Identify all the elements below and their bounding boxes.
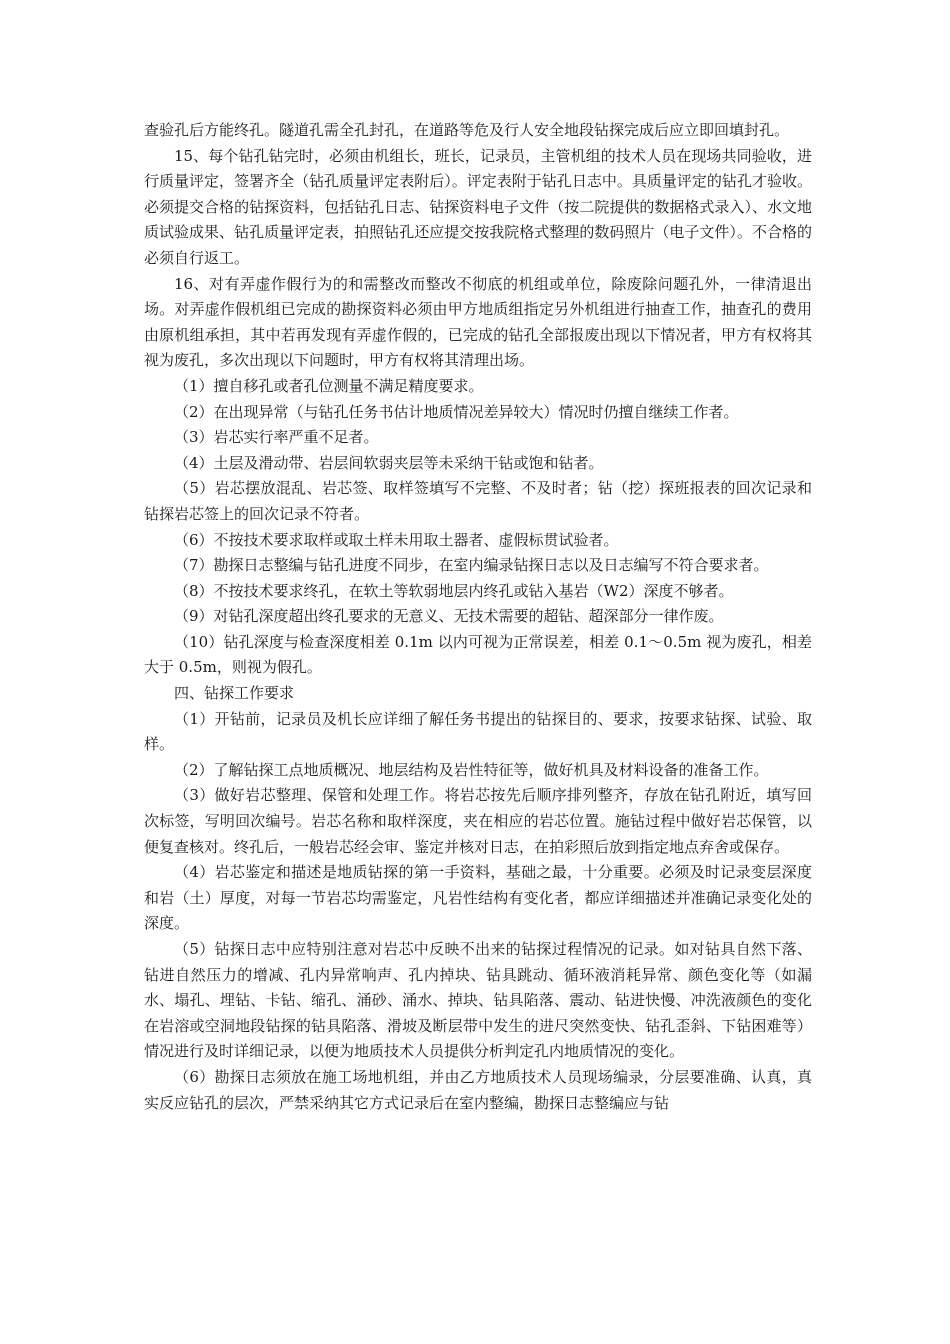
paragraph-item-15: 15、每个钻孔钻完时，必须由机组长，班长，记录员，主管机组的技术人员在现场共同验收，进行质量评定，签署齐全（钻孔质量评定表附后）。评定表附于钻孔日志中。具质量评定的钻孔才验收。必须提交合格的钻探资料，包括钻孔日志、钻探资料电子文件（按二院提供的数据格式录入）、水文地质试验成果、钻孔质量评定表，拍照钻孔还应提交按我院格式整理的数码照片（电子文件）。不合格的必须自行返工。 bbox=[144, 146, 812, 267]
requirement-item-1: （1）开钻前，记录员及机长应详细了解任务书提出的钻探目的、要求，按要求钻探、试验、取样。 bbox=[144, 709, 812, 754]
requirement-item-3: （3）做好岩芯整理、保管和处理工作。将岩芯按先后顺序排列整齐，存放在钻孔附近，填写回次标签，写明回次编号。岩芯名称和取样深度，夹在相应的岩芯位置。施钻过程中做好岩芯保管，以便复查核对。终孔后，一般岩芯经会审、鉴定并核对日志，在拍彩照后放到指定地点弃舍或保存。 bbox=[144, 786, 812, 856]
list-item-10: （10）钻孔深度与检查深度相差 0.1m 以内可视为正常误差，相差 0.1～0.5m 视为废孔，相差大于 0.5m，则视为假孔。 bbox=[144, 632, 812, 677]
list-item-3: （3）岩芯实行率严重不足者。 bbox=[174, 428, 379, 447]
paragraph-continuation: 查验孔后方能终孔。隧道孔需全孔封孔，在道路等危及行人安全地段钻探完成后应立即回填封孔。 bbox=[144, 121, 790, 139]
paragraph-item-16: 16、对有弄虚作假行为的和需整改而整改不彻底的机组或单位，除废除问题孔外，一律清退出场。对弄虚作假机组已完成的勘探资料必须由甲方地质组指定另外机组进行抽查工作，抽查孔的费用由原机组承担，其中若再发现有弄虚作假的，已完成的钻孔全部报废出现以下情况者，甲方有权将其视为废孔，多次出现以下问题时，甲方有权将其清理出场。 bbox=[144, 274, 812, 370]
section-heading: 四、钻探工作要求 bbox=[174, 684, 295, 703]
requirement-item-4: （4）岩芯鉴定和描述是地质钻探的第一手资料，基础之最，十分重要。必须及时记录变层深度和岩（土）厚度，对每一节岩芯均需鉴定，凡岩性结构有变化者，都应详细描述并准确记录变化处的深度。 bbox=[144, 863, 812, 933]
requirement-item-6: （6）勘探日志须放在施工场地机组，并由乙方地质技术人员现场编录，分层要准确、认真，真实反应钻孔的层次，严禁采纳其它方式记录后在室内整编，勘探日志整编应与钻 bbox=[144, 1067, 812, 1112]
list-item-1: （1）擅自移孔或者孔位测量不满足精度要求。 bbox=[174, 376, 484, 395]
list-item-9: （9）对钻孔深度超出终孔要求的无意义、无技术需要的超钻、超深部分一律作废。 bbox=[174, 607, 724, 626]
list-item-4: （4）土层及滑动带、岩层间软弱夹层等未采纳干钻或饱和钻者。 bbox=[174, 453, 604, 472]
list-item-6: （6）不按技术要求取样或取土样未用取土器者、虚假标贯试验者。 bbox=[174, 530, 619, 549]
document-page bbox=[144, 118, 812, 1116]
list-item-7: （7）勘探日志整编与钻孔进度不同步，在室内编录钻探日志以及日志编写不符合要求者。 bbox=[174, 556, 769, 575]
requirement-item-5: （5）钻探日志中应特别注意对岩芯中反映不出来的钻探过程情况的记录。如对钻具自然下落、钻进自然压力的增减、孔内异常响声、孔内掉块、钻具跳动、循环液消耗异常、颜色变化等（如漏水、塌孔、埋钻、卡钻、缩孔、涌砂、涌水、掉块、钻具陷落、震动、钻进快慢、冲洗液颜色的变化在岩溶或空洞地段钻探的钻具陷落、滑坡及断层带中发生的进尺突然变快、钻孔歪斜、下钻困难等）情况进行及时详细记录，以便为地质技术人员提供分析判定孔内地质情况的变化。 bbox=[144, 940, 812, 1061]
requirement-item-2: （2）了解钻探工点地质概况、地层结构及岩性特征等，做好机具及材料设备的准备工作。 bbox=[174, 760, 769, 779]
list-item-5: （5）岩芯摆放混乱、岩芯签、取样签填写不完整、不及时者；钻（挖）探班报表的回次记录和钻探岩芯签上的回次记录不符者。 bbox=[144, 479, 812, 523]
list-item-2: （2）在出现异常（与钻孔任务书估计地质情况差异较大）情况时仍擅自继续工作者。 bbox=[174, 402, 739, 421]
list-item-8: （8）不按技术要求终孔，在软土等软弱地层内终孔或钻入基岩（W2）深度不够者。 bbox=[174, 581, 734, 600]
